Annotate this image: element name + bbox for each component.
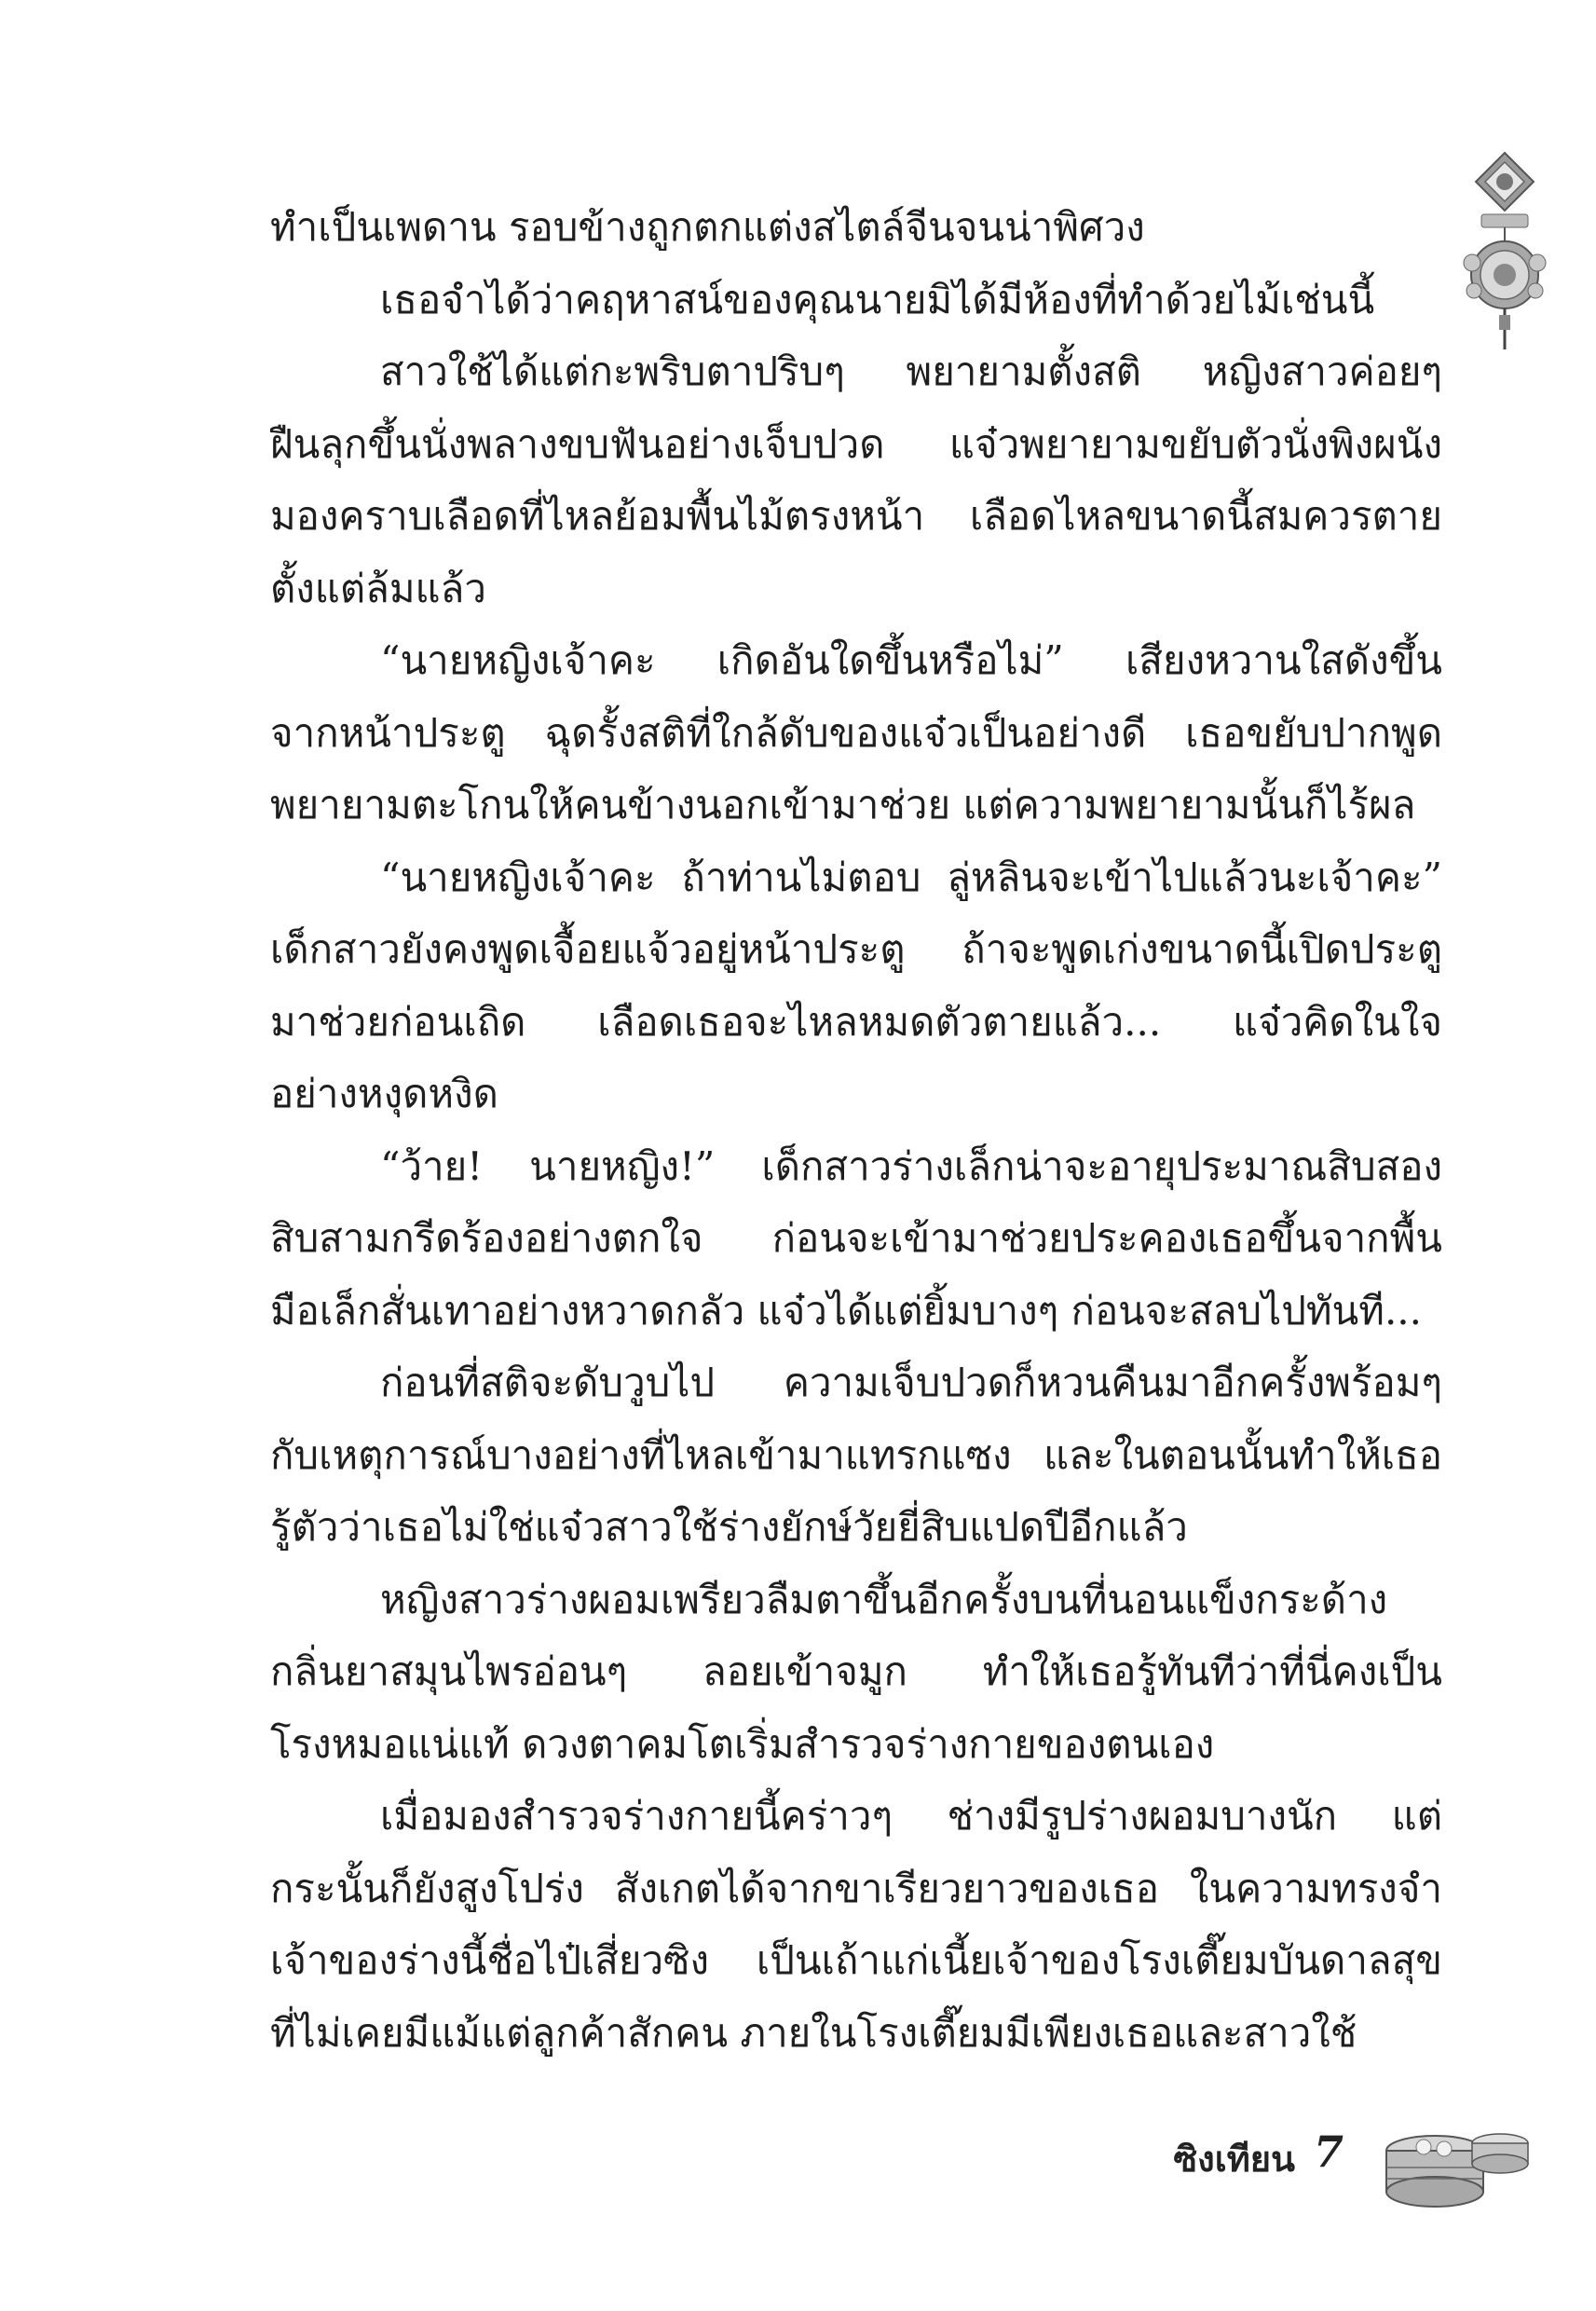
text-line: มาช่วยก่อนเถิด เลือดเธอจะไหลหมดตัวตายแล้ว... แจ๋วคิดในใจ xyxy=(270,998,1442,1045)
text-line: ที่ไม่เคยมีแม้แต่ลูกค้าสักคน ภายในโรงเตี๊ยมมีเพียงเธอและสาวใช้ xyxy=(270,2009,1357,2056)
bamboo-steamer-icon xyxy=(1370,2113,1537,2216)
text-line: ทำเป็นเพดาน รอบข้างถูกตกแต่งสไตล์จีนจนน่าพิศวง xyxy=(270,204,1145,250)
text-line: มองคราบเลือดที่ไหลย้อมพื้นไม้ตรงหน้า เลือดไหลขนาดนี้สมควรตาย xyxy=(270,493,1442,539)
text-line: อย่างหงุดหงิด xyxy=(270,1071,498,1116)
text-line: หญิงสาวร่างผอมเพรียวลืมตาขึ้นอีกครั้งบนที่นอนแข็งกระด้าง xyxy=(380,1576,1388,1622)
text-line: เด็กสาวยังคงพูดเจื้อยแจ้วอยู่หน้าประตู ถ้าจะพูดเก่งขนาดนี้เปิดประตู xyxy=(270,926,1442,972)
text-line: “นายหญิงเจ้าคะ ถ้าท่านไม่ตอบ ลู่หลินจะเข้าไปแล้วนะเจ้าคะ” xyxy=(380,854,1442,900)
text-line: กลิ่นยาสมุนไพรอ่อนๆ ลอยเข้าจมูก ทำให้เธอรู้ทันทีว่าที่นี่คงเป็น xyxy=(270,1648,1442,1694)
text-line: ตั้งแต่ล้มแล้ว xyxy=(270,565,486,611)
text-line: มือเล็กสั่นเทาอย่างหวาดกลัว แจ๋วได้แต่ยิ้มบางๆ ก่อนจะสลบไปทันที... xyxy=(270,1287,1423,1333)
text-line: เธอจำได้ว่าคฤหาสน์ของคุณนายมิได้มีห้องที่ทำด้วยไม้เช่นนี้ xyxy=(380,276,1375,322)
text-line: สิบสามกรีดร้องอย่างตกใจ ก่อนจะเข้ามาช่วยประคองเธอขึ้นจากพื้น xyxy=(270,1215,1442,1261)
chinese-knot-ornament-icon xyxy=(1453,149,1556,354)
text-line: ก่อนที่สติจะดับวูบไป ความเจ็บปวดก็หวนคืนมาอีกครั้งพร้อมๆ xyxy=(380,1360,1442,1405)
text-line: โรงหมอแน่แท้ ดวงตาคมโตเริ่มสำรวจร่างกายของตนเอง xyxy=(270,1720,1215,1767)
text-line: กระนั้นก็ยังสูงโปร่ง สังเกตได้จากขาเรียวยาวของเธอ ในความทรงจำ xyxy=(270,1865,1442,1911)
text-line: กับเหตุการณ์บางอย่างที่ไหลเข้ามาแทรกแซง และในตอนนั้นทำให้เธอ xyxy=(270,1431,1442,1478)
text-line: สาวใช้ได้แต่กะพริบตาปริบๆ พยายามตั้งสติ หญิงสาวค่อยๆ xyxy=(380,349,1442,394)
running-title: ซิงเทียน xyxy=(1173,2139,1295,2180)
body-text xyxy=(270,191,1442,2069)
text-line: เจ้าของร่างนี้ชื่อไป๋เสี่ยวซิง เป็นเถ้าแก่เนี้ยเจ้าของโรงเตี๊ยมบันดาลสุข xyxy=(270,1937,1442,1983)
page-footer xyxy=(1071,2113,1556,2216)
text-line: รู้ตัวว่าเธอไม่ใช่แจ๋วสาวใช้ร่างยักษ์วัยยี่สิบแปดปีอีกแล้ว xyxy=(270,1504,1188,1550)
text-line: “นายหญิงเจ้าคะ เกิดอันใดขึ้นหรือไม่” เสียงหวานใสดังขึ้น xyxy=(380,637,1442,683)
text-line: จากหน้าประตู ฉุดรั้งสติที่ใกล้ดับของแจ๋วเป็นอย่างดี เธอขยับปากพูด xyxy=(270,709,1442,756)
page-number: 7 xyxy=(1313,2126,1344,2177)
text-line: เมื่อมองสำรวจร่างกายนี้คร่าวๆ ช่างมีรูปร่างผอมบางนัก แต่ xyxy=(380,1793,1442,1839)
text-line: “ว้าย! นายหญิง!” เด็กสาวร่างเล็กน่าจะอายุประมาณสิบสอง xyxy=(380,1142,1442,1189)
text-line: ฝืนลุกขึ้นนั่งพลางขบฟันอย่างเจ็บปวด แจ๋วพยายามขยับตัวนั่งพิงผนัง xyxy=(270,420,1442,467)
text-line: พยายามตะโกนให้คนข้างนอกเข้ามาช่วย แต่ความพยายามนั้นก็ไร้ผล xyxy=(270,782,1416,827)
